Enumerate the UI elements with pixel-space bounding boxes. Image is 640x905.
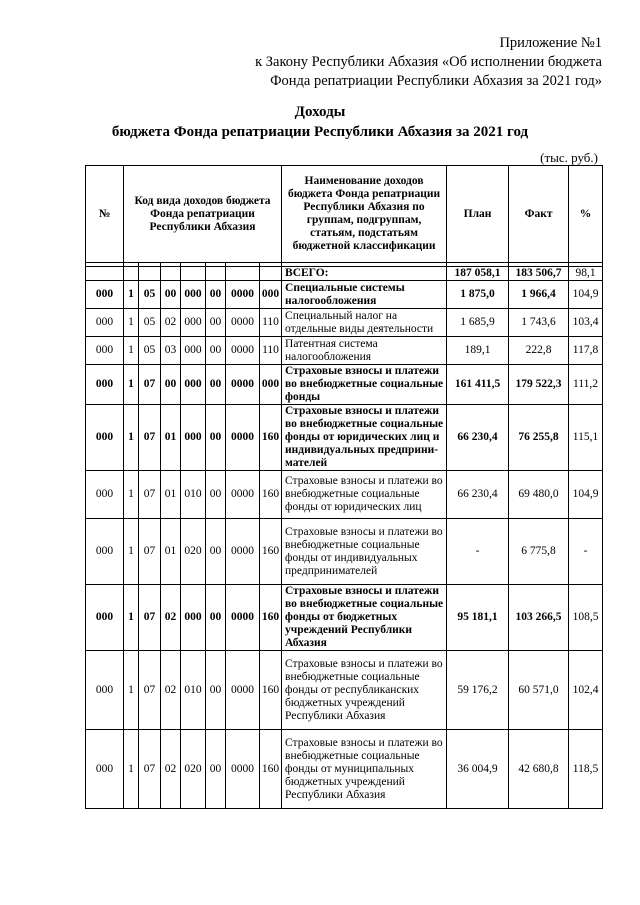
code-cell: 000 [260,281,282,309]
code-cell: 160 [260,730,282,809]
code-cell: 010 [181,471,206,519]
document-title [0,102,640,142]
pct-cell: 108,5 [569,585,603,651]
pct-cell: 104,9 [569,471,603,519]
code-cell: 1 [124,405,139,471]
plan-cell: 95 181,1 [447,585,509,651]
code-cell: 1 [124,337,139,365]
table-row [86,651,603,730]
plan-cell: 161 411,5 [447,365,509,405]
total-pct: 98,1 [569,267,603,281]
name-cell: Специальный налог на отдельные виды деятельности [282,309,447,337]
pct-cell: - [569,519,603,585]
code-cell: 010 [181,651,206,730]
table-row [86,405,603,471]
code-cell: 000 [86,519,124,585]
table-row [86,730,603,809]
name-cell: Патентная система налогообложения [282,337,447,365]
fact-cell: 60 571,0 [509,651,569,730]
code-cell: 160 [260,405,282,471]
code-cell: 00 [161,365,181,405]
code-cell: 000 [86,585,124,651]
code-cell: 1 [124,730,139,809]
code-cell: 000 [86,365,124,405]
name-cell: Страховые взносы и платежи во внебюджетные социальные фонды от республиканских бюджетных учреждений Республики Абхазия [282,651,447,730]
name-cell: Страховые взносы и платежи во внебюджетные социальные фонды [282,365,447,405]
header-fact: Факт [509,166,569,263]
fact-cell: 222,8 [509,337,569,365]
name-cell: Специальные системы налогообложения [282,281,447,309]
code-cell: 000 [86,651,124,730]
name-cell: Страховые взносы и платежи во внебюджетные социальные фонды от юридических лиц и индивидуальных предприни-мателей [282,405,447,471]
code-cell: 07 [139,405,161,471]
total-plan: 187 058,1 [447,267,509,281]
code-cell: 000 [181,281,206,309]
code-cell: 07 [139,585,161,651]
fact-cell: 1 743,6 [509,309,569,337]
plan-cell: 66 230,4 [447,405,509,471]
fact-cell: 103 266,5 [509,585,569,651]
code-cell: 00 [206,405,226,471]
code-cell: 1 [124,519,139,585]
code-cell: 1 [124,585,139,651]
header-pct: % [569,166,603,263]
code-cell: 02 [161,585,181,651]
code-cell: 00 [206,471,226,519]
code-cell: 07 [139,365,161,405]
appendix-law-line: к Закону Республики Абхазия «Об исполнении бюджета [255,54,602,70]
fact-cell: 6 775,8 [509,519,569,585]
code-cell: 0000 [226,309,260,337]
code-cell: 0000 [226,585,260,651]
code-cell: 00 [206,519,226,585]
code-cell: 160 [260,651,282,730]
code-cell: 1 [124,651,139,730]
header-plan: План [447,166,509,263]
code-cell: 000 [181,585,206,651]
pct-cell: 117,8 [569,337,603,365]
fact-cell: 76 255,8 [509,405,569,471]
code-cell: 110 [260,309,282,337]
fact-cell: 69 480,0 [509,471,569,519]
name-cell: Страховые взносы и платежи во внебюджетные социальные фонды от бюджетных учреждений Республики Абхазия [282,585,447,651]
total-label: ВСЕГО: [282,267,447,281]
header-num: № [86,166,124,263]
header-code: Код вида доходов бюджета Фонда репатриации Республики Абхазия [124,166,282,263]
code-cell: 000 [181,337,206,365]
code-cell: 160 [260,519,282,585]
table-row [86,281,603,309]
code-cell: 000 [86,309,124,337]
code-cell: 05 [139,281,161,309]
code-cell: 1 [124,281,139,309]
code-cell: 0000 [226,281,260,309]
code-cell: 000 [86,405,124,471]
code-cell: 05 [139,337,161,365]
code-cell: 1 [124,471,139,519]
code-cell: 00 [206,309,226,337]
appendix-header [255,34,602,91]
code-cell: 00 [161,281,181,309]
code-cell: 160 [260,471,282,519]
code-cell: 07 [139,651,161,730]
code-cell: 110 [260,337,282,365]
fact-cell: 42 680,8 [509,730,569,809]
pct-cell: 111,2 [569,365,603,405]
code-cell: 020 [181,730,206,809]
code-cell: 01 [161,471,181,519]
code-cell: 00 [206,365,226,405]
code-cell: 160 [260,585,282,651]
total-fact: 183 506,7 [509,267,569,281]
pct-cell: 103,4 [569,309,603,337]
plan-cell: 66 230,4 [447,471,509,519]
plan-cell: 36 004,9 [447,730,509,809]
code-cell: 07 [139,730,161,809]
code-cell: 0000 [226,337,260,365]
fact-cell: 1 966,4 [509,281,569,309]
plan-cell: 1 685,9 [447,309,509,337]
table-row [86,365,603,405]
name-cell: Страховые взносы и платежи во внебюджетные социальные фонды от муниципальных бюджетных учреждений Республики Абхазия [282,730,447,809]
code-cell: 0000 [226,651,260,730]
units-label: (тыс. руб.) [540,150,598,165]
code-cell: 03 [161,337,181,365]
pct-cell: 115,1 [569,405,603,471]
title-line: бюджета Фонда репатриации Республики Абхазия за 2021 год [111,124,529,140]
plan-cell: - [447,519,509,585]
table-row [86,337,603,365]
name-cell: Страховые взносы и платежи во внебюджетные социальные фонды от индивидуальных предпринимателей [282,519,447,585]
code-cell: 000 [181,309,206,337]
name-cell: Страховые взносы и платежи во внебюджетные социальные фонды от юридических лиц [282,471,447,519]
code-cell: 0000 [226,405,260,471]
code-cell: 05 [139,309,161,337]
code-cell: 00 [206,730,226,809]
code-cell: 07 [139,519,161,585]
code-cell: 02 [161,309,181,337]
code-cell: 0000 [226,471,260,519]
code-cell: 01 [161,519,181,585]
code-cell: 00 [206,651,226,730]
table-row [86,471,603,519]
fact-cell: 179 522,3 [509,365,569,405]
appendix-number: Приложение №1 [499,35,602,51]
appendix-law-line: Фонда репатриации Республики Абхазия за 2021 год» [270,73,602,89]
code-cell: 0000 [226,519,260,585]
code-cell: 00 [206,281,226,309]
code-cell: 01 [161,405,181,471]
plan-cell: 59 176,2 [447,651,509,730]
pct-cell: 104,9 [569,281,603,309]
plan-cell: 1 875,0 [447,281,509,309]
code-cell: 0000 [226,730,260,809]
code-cell: 02 [161,651,181,730]
revenue-table [85,165,603,809]
table-row [86,309,603,337]
code-cell: 000 [181,405,206,471]
table-row [86,585,603,651]
code-cell: 0000 [226,365,260,405]
code-cell: 07 [139,471,161,519]
header-name: Наименование доходов бюджета Фонда репатриации Республики Абхазия по группам, подгруппам, статьям, подстатьям бюджетной классификации [282,166,447,263]
pct-cell: 102,4 [569,651,603,730]
total-row [86,267,603,281]
code-cell: 020 [181,519,206,585]
code-cell: 1 [124,309,139,337]
table-header-row [86,166,603,263]
code-cell: 000 [86,281,124,309]
code-cell: 000 [181,365,206,405]
code-cell: 1 [124,365,139,405]
code-cell: 000 [260,365,282,405]
code-cell: 000 [86,730,124,809]
code-cell: 00 [206,585,226,651]
code-cell: 000 [86,337,124,365]
code-cell: 00 [206,337,226,365]
code-cell: 02 [161,730,181,809]
pct-cell: 118,5 [569,730,603,809]
plan-cell: 189,1 [447,337,509,365]
table-row [86,519,603,585]
code-cell: 000 [86,471,124,519]
title-line: Доходы [294,104,346,120]
